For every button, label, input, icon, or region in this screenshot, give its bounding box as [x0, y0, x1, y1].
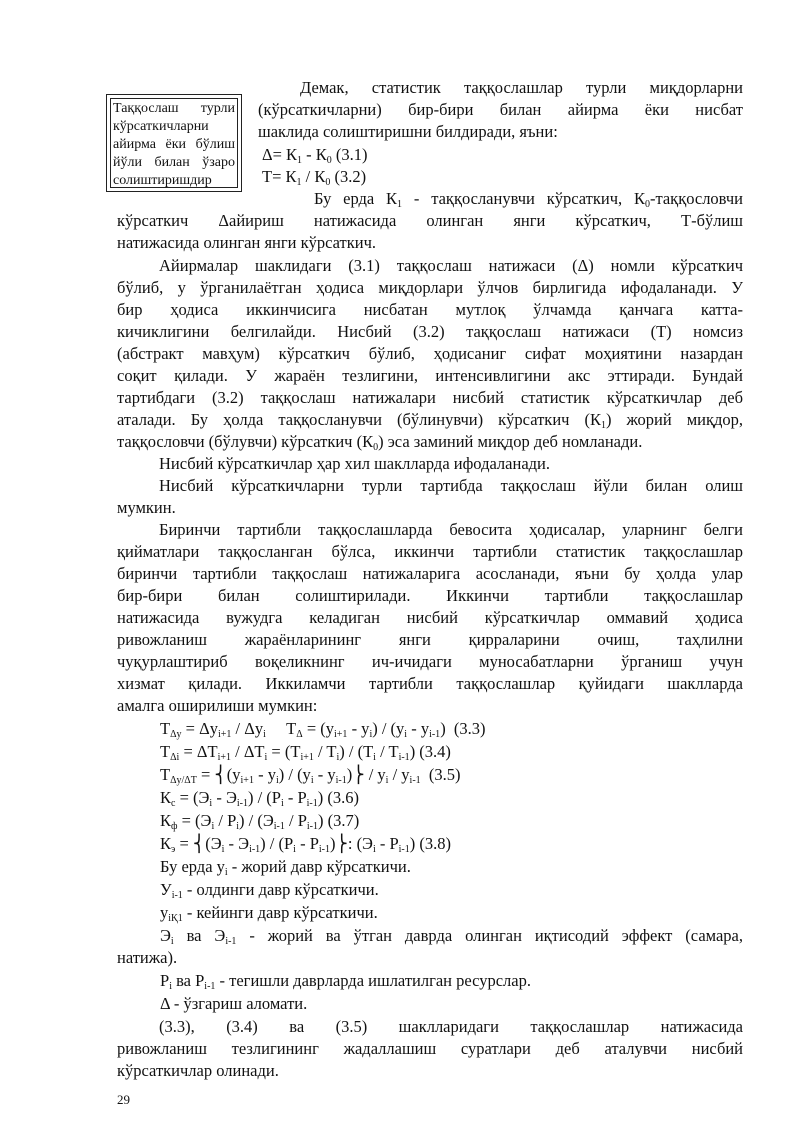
intro-line: (кўрсаткичларни) бир-бири билан айирма ёки нисбат	[258, 100, 743, 119]
formula-3-3: $T_{\Delta y} = \Delta y_{i+1} / \Delta y_i$ $T_\Delta = (y_{i+1} - y_i) / (y_i - y_{i-1})$ (3.3)	[160, 719, 486, 740]
paragraph-line: кўрсаткичлар олинади.	[117, 1061, 279, 1080]
intro-line: шаклида солиштиришни билдиради, яъни:	[258, 122, 558, 141]
paragraph-line: Биринчи тартибли таққослашларда бевосита ҳодисалар, уларнинг белги	[159, 520, 743, 539]
margin-note-line: айирма ёки бўлиш	[113, 137, 235, 152]
paragraph-line: хизмат қилади. Иккиламчи тартибли таққослашлар қуйидаги шаклларда	[117, 674, 743, 693]
formula-3-5: $T_{\Delta y/\Delta T}$ = $⎨(y_{i+1} - y_i) / (y_i$ - $y_{i-1})⎬ / y_i / y_{i-1}$ (3.5)	[160, 765, 461, 786]
paragraph-line: амалга оширилиши мумкин:	[117, 696, 318, 715]
paragraph-line: (3.3), (3.4) ва (3.5) шаклларидаги таққослашлар натижасида	[159, 1017, 743, 1036]
margin-note-line: Таққослаш турли	[113, 101, 235, 116]
paragraph-line: чуқурлаштириб воқеликнинг ич-ичидаги муносабатларни ўрганиш учун	[117, 652, 743, 671]
definition-line: $Э_i$ ва $Э_{i-1}$ - жорий ва ўтган даврда олинган иқтисодий эффект (самара,	[160, 926, 743, 947]
paragraph-line: қийматлари таққосланган бўлса, иккинчи тартибли статистик таққослашлар	[117, 542, 743, 561]
formula-3-8: $К_э$ = $⎨(Э_i - Э_{i-1}) / (Р_i$ - $Р_{i-1})⎬$: $(Э_i - Р_{i-1})$ (3.8)	[160, 834, 451, 855]
paragraph-line: биринчи тартибли таққослаш натижаларига асосланади, яъни бу ҳолда улар	[117, 564, 743, 583]
explain-line: натижасида олинган янги кўрсаткич.	[117, 233, 377, 252]
paragraph-line: тартибдаги (3.2) таққослаш натижалари нисбий статистик кўрсаткичлар деб	[117, 388, 743, 407]
paragraph-line: аталади. Бу ҳолда таққосланувчи (бўлинувчи) кўрсаткич $(К_1)$ жорий миқдор,	[117, 410, 744, 431]
definition-line: натижа).	[117, 948, 178, 967]
paragraph-line: (абстракт мавҳум) кўрсаткич бўлиб, ҳодисаниг сифат моҳиятини назардан	[117, 344, 743, 363]
paragraph-line: натижасида вужудга келадиган нисбий кўрсаткичлар оммавий ҳодиса	[117, 608, 743, 627]
definition-line: $Р_i$ ва $Р_{i-1}$ - тегишли даврларда ишлатилган ресурслар.	[160, 971, 531, 992]
intro-line: Демак, статистик таққослашлар турли миқдорларни	[300, 78, 743, 97]
paragraph-line: кичиклигини белгилайди. Нисбий (3.2) таққослаш натижаси (Т) номсиз	[117, 322, 743, 341]
margin-note-line: йўли билан ўзаро	[113, 155, 235, 170]
paragraph-line: таққословчи (бўлувчи) кўрсаткич $(К_0)$ эса заминий миқдор деб номланади.	[117, 432, 643, 453]
paragraph-line: ривожланиш жараёнларининг янги қирраларини очиш, таҳлилни	[117, 630, 743, 649]
paragraph-line: соқит қилади. У жараён тезлигини, интенсивлигини акс эттиради. Бундай	[117, 366, 743, 385]
explain-line: Бу ерда $К_1$ - таққосланувчи кўрсаткич, $К_0$-таққословчи	[314, 189, 743, 210]
formula-3-7: $К_ф = (Э_i / Р_i) / (Э_{i-1} / Р_{i-1})$ (3.7)	[160, 811, 360, 832]
paragraph-line: Нисбий кўрсаткичлар ҳар хил шаклларда ифодаланади.	[159, 454, 550, 473]
paragraph-line: ривожланиш тезлигининг жадаллашиш суратлари деб аталувчи нисбий	[117, 1039, 743, 1058]
paragraph-line: бўлиб, у ўрганилаётган ҳодиса миқдорлари ўлчов бирлигида ифодаланади. У	[117, 278, 743, 297]
formula-3-2: $T= К_1 / К_0$ (3.2)	[262, 167, 367, 188]
paragraph-line: бир ҳодиса иккинчисига нисбатан мутлоқ ўлчамда қанчага катта-	[117, 300, 743, 319]
formula-3-6: $К_c = (Э_i - Э_{i-1}) / (Р_i - Р_{i-1})$ (3.6)	[160, 788, 359, 809]
paragraph-line: бир-бири билан солиштирилади. Иккинчи тартибли таққослашлар	[117, 586, 743, 605]
paragraph-line: мумкин.	[117, 498, 176, 517]
paragraph-line: Нисбий кўрсаткичларни турли тартибда таққослаш йўли билан олиш	[159, 476, 743, 495]
margin-note-line: солиштиришдир	[113, 173, 212, 188]
definition-line: Δ - ўзгариш аломати.	[160, 994, 308, 1013]
margin-note-box	[106, 94, 242, 192]
formula-3-4: $T_{\Delta i} = \Delta T_{i+1} / \Delta T_i = (T_{i+1} / T_i) / (T_i / T_{i-1})$ (3.4)	[160, 742, 451, 763]
page-number: 29	[117, 1092, 130, 1107]
formula-3-1: $\Delta= К_1 - К_0$ (3.1)	[262, 145, 368, 166]
definition-line: Бу ерда $y_i$ - жорий давр кўрсаткичи.	[160, 857, 411, 878]
margin-note-line: кўрсаткичларни	[113, 119, 209, 134]
definition-line: $У_{i-1}$ - олдинги давр кўрсаткичи.	[160, 880, 379, 901]
explain-line: кўрсаткич Δайириш натижасида олинган янги кўрсаткич, Т-бўлиш	[117, 211, 743, 230]
margin-note-text	[110, 98, 238, 188]
definition-line: $y_{iҚ1}$ - кейинги давр кўрсаткичи.	[160, 903, 378, 924]
paragraph-line: Айирмалар шаклидаги (3.1) таққослаш натижаси (Δ) номли кўрсаткич	[159, 256, 743, 275]
